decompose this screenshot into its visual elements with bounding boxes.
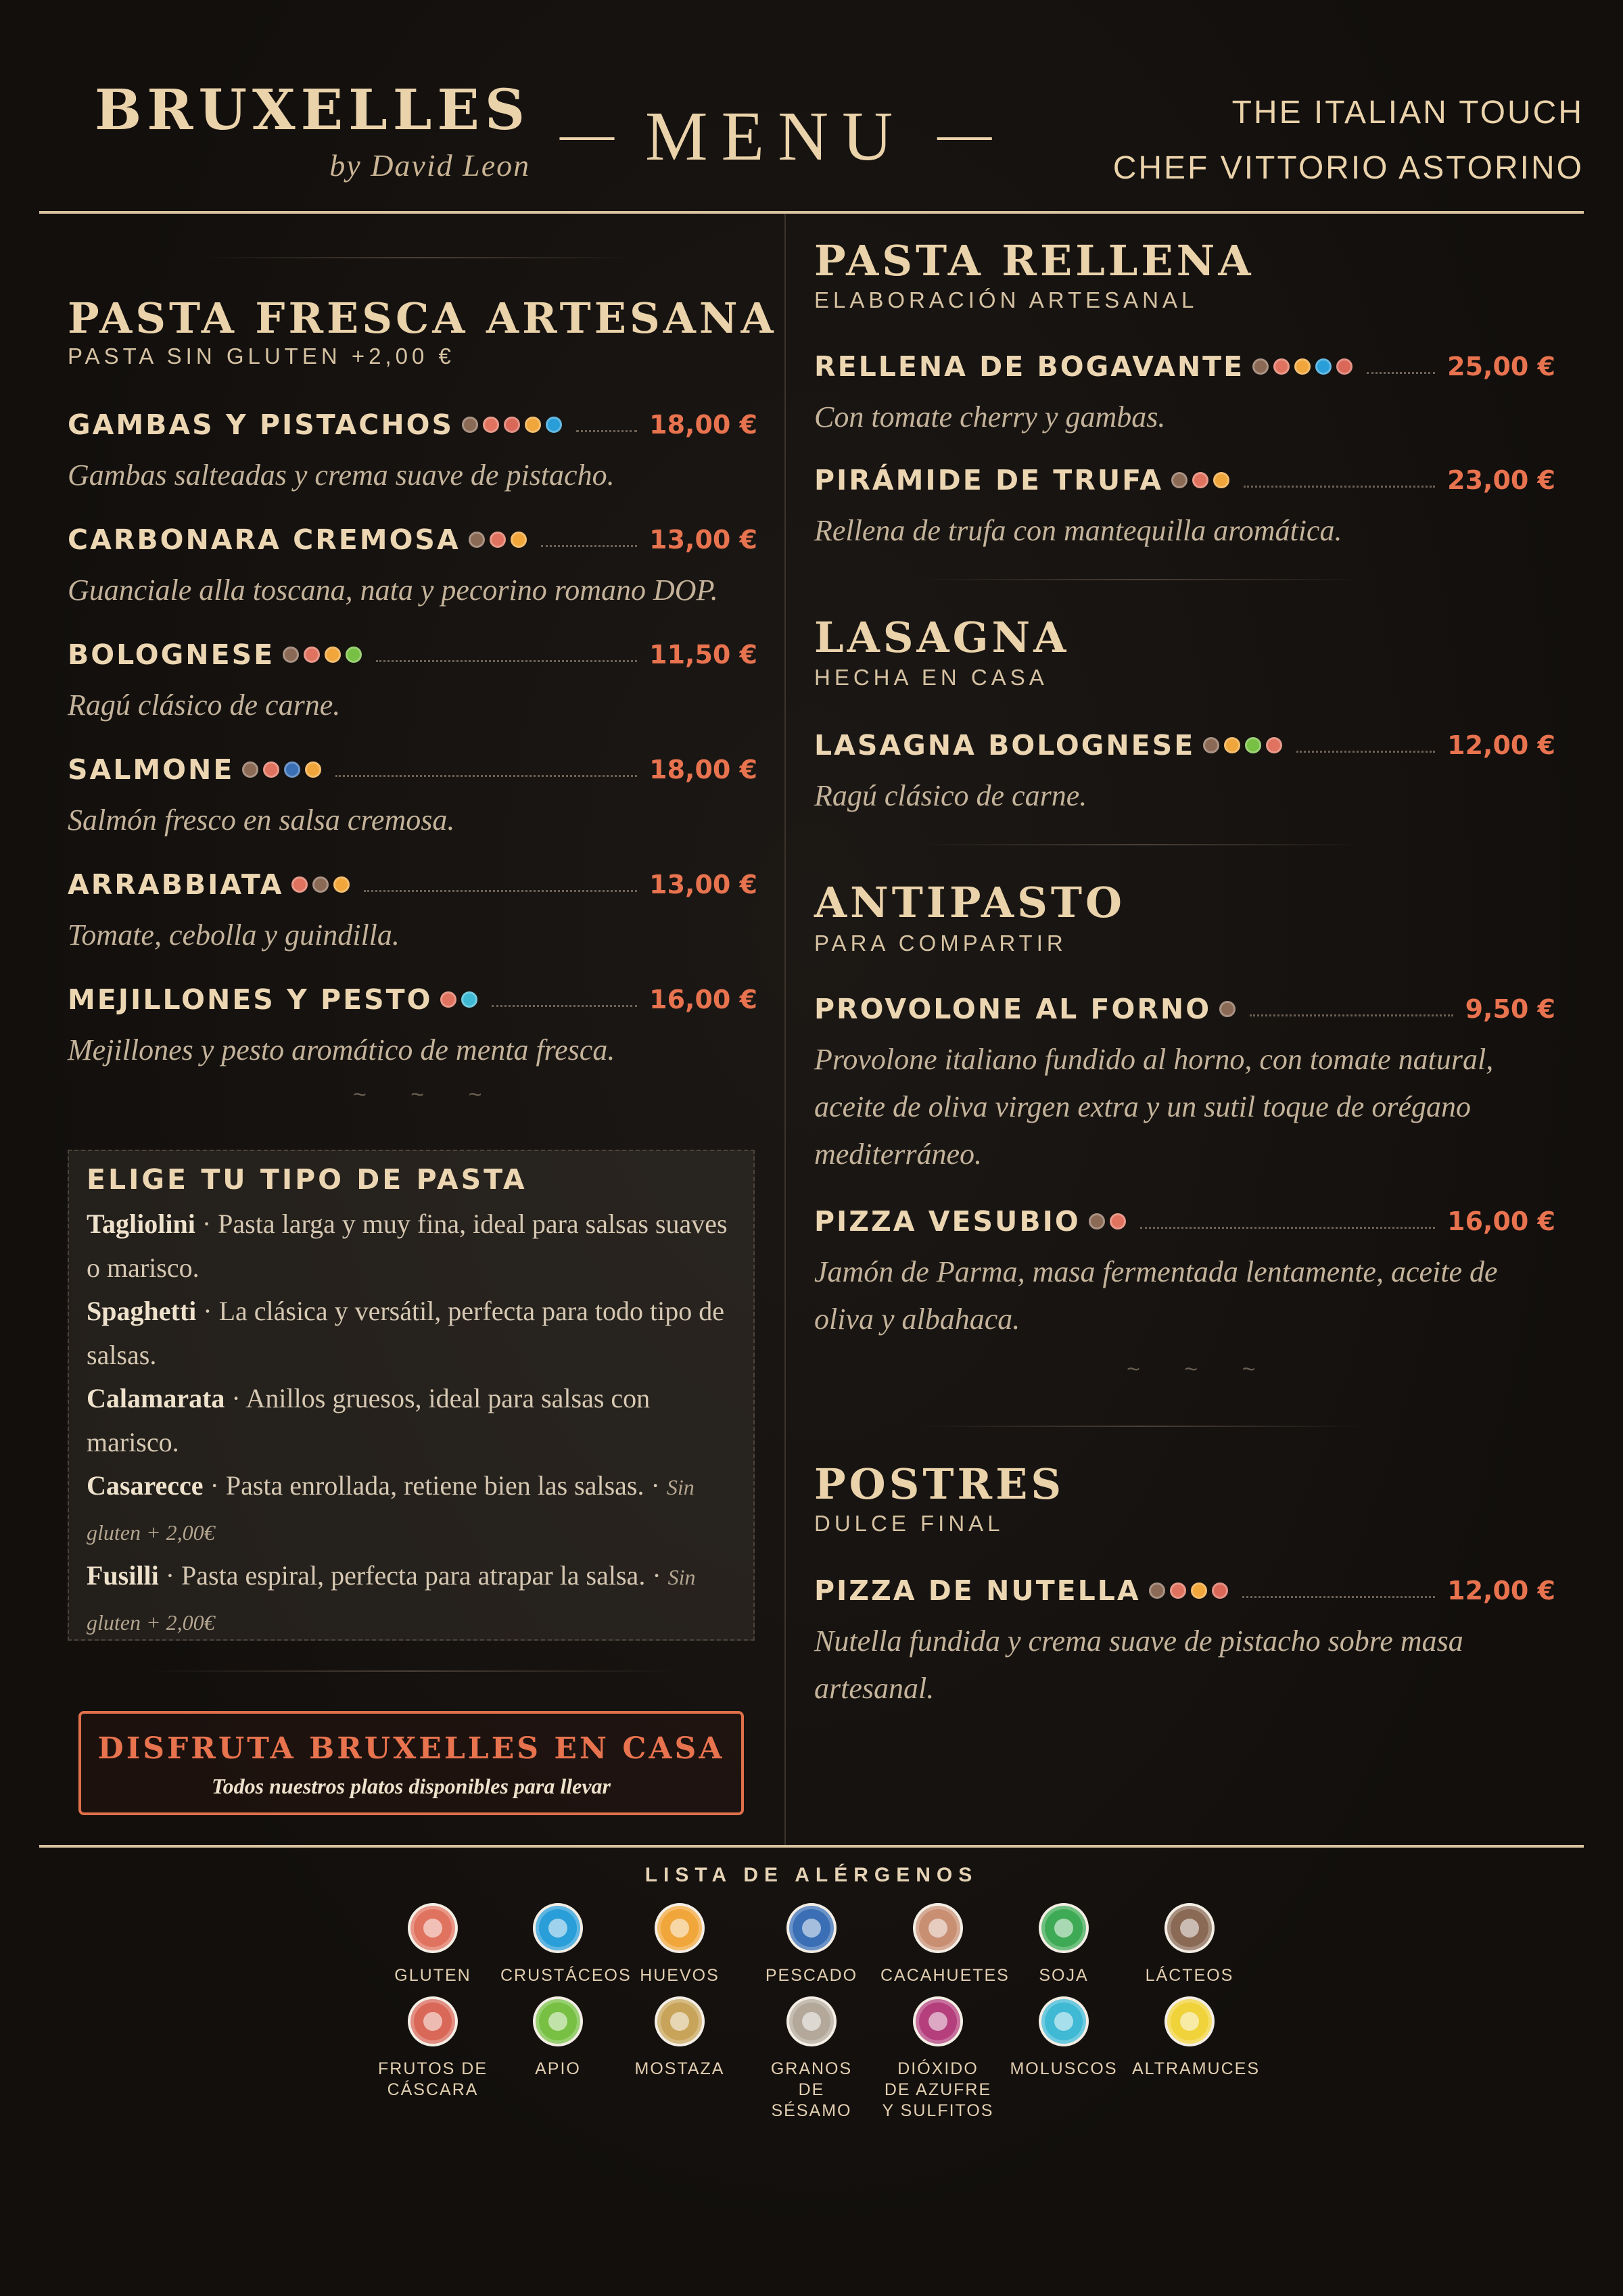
dotted-leader (376, 660, 637, 662)
pasta-type-name: Tagliolini (87, 1209, 195, 1239)
apio-icon (536, 1999, 580, 2044)
soja-icon (1041, 1906, 1086, 1950)
allergen-altramuces (1132, 1999, 1261, 2080)
tagline-line-2: CHEF VITTORIO ASTORINO (1112, 150, 1584, 186)
dotted-leader (364, 890, 637, 892)
allergen-icons (1089, 1213, 1131, 1229)
menu-item (814, 1201, 1555, 1336)
allergen-label: LÁCTEOS (1145, 1966, 1234, 1985)
pasta-type-box (68, 1150, 755, 1641)
menu-item-name: CARBONARA CREMOSA (68, 523, 461, 556)
lacteos-allergen-icon (283, 647, 299, 663)
icon-glyph (548, 2012, 567, 2031)
menu-item-name: BOLOGNESE (68, 638, 275, 671)
allergen-mostaza (622, 1999, 737, 2080)
menu-item-description: Gambas salteadas y crema suave de pistacho. (68, 459, 615, 492)
allergen-icons (469, 532, 532, 548)
allergen-label: GLUTEN (394, 1966, 471, 1985)
gluten-allergen-icon (1170, 1583, 1186, 1599)
huevos-allergen-icon (511, 532, 527, 548)
crustaceos-allergen-icon (546, 417, 562, 433)
dotted-leader (541, 545, 637, 547)
sulfitos-icon (916, 1999, 960, 2044)
pasta-type-name: Spaghetti (87, 1296, 197, 1326)
allergen-label: MOLUSCOS (1010, 2059, 1118, 2078)
menu-title-text: MENU (645, 97, 907, 175)
menu-item (68, 864, 757, 952)
allergen-label: FRUTOS DE CÁSCARA (378, 2059, 488, 2099)
cacahuetes-icon (916, 1906, 960, 1950)
lacteos-allergen-icon (242, 762, 258, 778)
menu-item-line (68, 979, 757, 1020)
icon-glyph (1054, 1919, 1073, 1938)
pasta-type-note: Sin gluten + 2,00€ (87, 1565, 696, 1635)
takeaway-banner[interactable] (78, 1711, 744, 1815)
icon-glyph (548, 1919, 567, 1938)
icon-glyph (1180, 1919, 1199, 1938)
chef-tagline (1113, 85, 1584, 196)
pasta-type-entry (87, 1554, 736, 1644)
menu-item-price: 9,50 € (1465, 994, 1555, 1024)
menu-item-line (814, 989, 1555, 1029)
pasta-type-name: Casarecce (87, 1470, 204, 1501)
menu-item-name: LASAGNA BOLOGNESE (814, 729, 1196, 762)
pasta-type-description: · Pasta larga y muy fina, ideal para salsas suaves o marisco. (87, 1209, 728, 1283)
allergen-list-title: LISTA DE ALÉRGENOS (644, 1864, 979, 1886)
menu-header (39, 74, 1584, 203)
dotted-leader (492, 1005, 637, 1007)
altramuces-icon (1167, 1999, 1212, 2044)
dotted-leader (335, 775, 637, 777)
menu-item-price: 16,00 € (649, 985, 757, 1014)
menu-item-name: PIZZA DE NUTELLA (814, 1574, 1141, 1607)
brand-name: BRUXELLES (95, 78, 531, 143)
decorative-tilde: ~ ~ ~ (353, 1082, 501, 1108)
menu-item-price: 12,00 € (1447, 730, 1555, 760)
menu-item (814, 725, 1555, 813)
icon-glyph (423, 2012, 442, 2031)
pasta-type-description: · Pasta enrollada, retiene bien las salsas. · (203, 1470, 667, 1501)
menu-item-description: Nutella fundida y crema suave de pistacho sobre masa artesanal. (814, 1624, 1463, 1705)
menu-item-description: Ragú clásico de carne. (68, 688, 341, 722)
moluscos-icon (1041, 1999, 1086, 2044)
menu-item-price: 16,00 € (1447, 1206, 1555, 1236)
menu-item (68, 634, 757, 722)
apio-allergen-icon (1245, 737, 1261, 753)
icon-glyph (802, 1919, 821, 1938)
brand-byline: by David Leon (329, 148, 531, 183)
frutos-allergen-icon (1212, 1583, 1228, 1599)
menu-item-line (814, 1570, 1555, 1611)
brand-block (95, 78, 531, 183)
title-dash-left: — (560, 104, 614, 164)
allergen-icons (291, 876, 354, 893)
frutos-icon (410, 1999, 455, 2044)
tagline-line-1: THE ITALIAN TOUCH (1231, 95, 1584, 131)
menu-item (68, 979, 757, 1067)
allergen-icons (1252, 358, 1357, 375)
dotted-leader (1296, 751, 1435, 753)
pasta-type-name: Calamarata (87, 1383, 225, 1413)
allergen-label: CACAHUETES (880, 1966, 1010, 1985)
icon-glyph (423, 1919, 442, 1938)
huevos-icon (657, 1906, 702, 1950)
dotted-leader (576, 430, 637, 432)
section-subtitle-antipasto: PARA COMPARTIR (814, 931, 1067, 956)
huevos-allergen-icon (1224, 737, 1240, 753)
gluten-allergen-icon (440, 991, 456, 1008)
menu-item-description: Tomate, cebolla y guindilla. (68, 918, 400, 952)
icon-glyph (1054, 2012, 1073, 2031)
allergen-pescado (754, 1906, 869, 1986)
icon-glyph (1180, 2012, 1199, 2031)
moluscos-allergen-icon (461, 991, 477, 1008)
allergen-gluten (375, 1906, 490, 1986)
gluten-allergen-icon (1273, 358, 1290, 375)
allergen-label: HUEVOS (640, 1966, 720, 1985)
footer-divider (39, 1845, 1584, 1848)
huevos-allergen-icon (1294, 358, 1311, 375)
frutos-allergen-icon (1336, 358, 1352, 375)
sesamo-icon (789, 1999, 834, 2044)
pasta-type-description: · La clásica y versátil, perfecta para todo tipo de salsas. (87, 1296, 724, 1370)
icon-glyph (928, 1919, 947, 1938)
frutos-allergen-icon (504, 417, 520, 433)
menu-item-name: MEJILLONES Y PESTO (68, 983, 433, 1016)
lacteos-allergen-icon (1089, 1213, 1105, 1229)
allergen-label: APIO (535, 2059, 581, 2078)
dotted-leader (1250, 1014, 1453, 1016)
section-title-antipasto: ANTIPASTO (814, 878, 1126, 927)
menu-item-description: Con tomate cherry y gambas. (814, 400, 1166, 434)
menu-item-price: 18,00 € (649, 410, 757, 440)
menu-item-description: Mejillones y pesto aromático de menta fresca. (68, 1033, 615, 1067)
decorative-tilde: ~ ~ ~ (1127, 1357, 1275, 1382)
allergen-icons (1203, 737, 1287, 753)
allergen-icons (242, 762, 326, 778)
menu-item-name: PIRÁMIDE DE TRUFA (814, 464, 1164, 496)
section-divider (203, 257, 636, 258)
pasta-type-description: · Anillos gruesos, ideal para salsas con marisco. (87, 1383, 651, 1457)
pescado-allergen-icon (284, 762, 300, 778)
menu-item-price: 13,00 € (649, 870, 757, 899)
lacteos-allergen-icon (1252, 358, 1269, 375)
takeaway-subtitle: Todos nuestros platos disponibles para llevar (211, 1774, 611, 1798)
lacteos-allergen-icon (469, 532, 485, 548)
menu-item-line (814, 1201, 1555, 1242)
huevos-allergen-icon (325, 647, 341, 663)
pasta-type-title: ELIGE TU TIPO DE PASTA (87, 1163, 527, 1196)
gluten-allergen-icon (483, 417, 499, 433)
gluten-allergen-icon (1192, 472, 1208, 488)
lacteos-allergen-icon (1171, 472, 1187, 488)
pasta-type-list (87, 1202, 736, 1644)
menu-item-name: PIZZA VESUBIO (814, 1205, 1081, 1238)
menu-item (68, 519, 757, 607)
allergen-icons (440, 991, 482, 1008)
section-subtitle-pasta-rellena: ELABORACIÓN ARTESANAL (814, 287, 1198, 312)
mostaza-icon (657, 1999, 702, 2044)
allergen-label: PESCADO (765, 1966, 858, 1985)
allergen-icons (1219, 1001, 1240, 1017)
menu-item-line (68, 519, 757, 560)
icon-glyph (928, 2012, 947, 2031)
icon-glyph (670, 1919, 689, 1938)
menu-item-price: 12,00 € (1447, 1576, 1555, 1606)
gluten-allergen-icon (490, 532, 506, 548)
allergen-icons (283, 647, 367, 663)
huevos-allergen-icon (1191, 1583, 1207, 1599)
menu-item (814, 460, 1555, 548)
pasta-type-entry (87, 1202, 736, 1290)
section-subtitle-pasta-fresca: PASTA SIN GLUTEN +2,00 € (68, 344, 455, 369)
gluten-allergen-icon (1266, 737, 1282, 753)
lacteos-allergen-icon (312, 876, 329, 893)
gluten-allergen-icon (1110, 1213, 1126, 1229)
gluten-icon (410, 1906, 455, 1950)
menu-item-line (68, 404, 757, 445)
menu-item-line (814, 460, 1555, 500)
icon-glyph (802, 2012, 821, 2031)
gluten-allergen-icon (291, 876, 308, 893)
allergen-label: GRANOS DE SÉSAMO (770, 2059, 853, 2120)
section-title-pasta-fresca: PASTA FRESCA ARTESANA (68, 294, 777, 343)
section-divider (920, 1426, 1366, 1427)
dotted-leader (1140, 1227, 1435, 1229)
menu-item-name: RELLENA DE BOGAVANTE (814, 350, 1245, 383)
crustaceos-icon (536, 1906, 580, 1950)
apio-allergen-icon (346, 647, 362, 663)
column-divider (784, 214, 786, 1845)
menu-item-description: Guanciale alla toscana, nata y pecorino romano DOP. (68, 573, 718, 607)
allergen-label: SOJA (1039, 1966, 1089, 1985)
lacteos-allergen-icon (1219, 1001, 1236, 1017)
pasta-type-entry (87, 1290, 736, 1377)
allergen-apio (500, 1999, 615, 2080)
menu-item-line (814, 725, 1555, 766)
menu-item-description: Provolone italiano fundido al horno, con tomate natural, aceite de oliva virgen extra y un sutil toque de orégano mediterráneo. (814, 1043, 1494, 1171)
dotted-leader (1244, 486, 1435, 488)
allergen-label: MOSTAZA (634, 2059, 725, 2078)
pescado-icon (789, 1906, 834, 1950)
huevos-allergen-icon (525, 417, 541, 433)
lacteos-allergen-icon (462, 417, 478, 433)
gluten-allergen-icon (263, 762, 279, 778)
menu-title (560, 97, 992, 175)
allergen-frutos (375, 1999, 490, 2101)
menu-item-line (68, 864, 757, 905)
header-divider (39, 211, 1584, 214)
menu-item-description: Salmón fresco en salsa cremosa. (68, 803, 455, 837)
section-divider (920, 844, 1366, 845)
lacteos-allergen-icon (1203, 737, 1219, 753)
huevos-allergen-icon (305, 762, 321, 778)
menu-item-description: Rellena de trufa con mantequilla aromática. (814, 514, 1342, 547)
crustaceos-allergen-icon (1315, 358, 1332, 375)
menu-item (68, 749, 757, 837)
pasta-type-note: Sin gluten + 2,00€ (87, 1475, 695, 1545)
menu-item-name: SALMONE (68, 753, 235, 786)
pasta-type-entry (87, 1377, 736, 1464)
huevos-allergen-icon (333, 876, 350, 893)
menu-item-price: 13,00 € (649, 525, 757, 555)
lacteos-allergen-icon (1149, 1583, 1165, 1599)
menu-item (68, 404, 757, 492)
gluten-allergen-icon (304, 647, 320, 663)
menu-item (814, 1570, 1555, 1705)
dotted-leader (1367, 372, 1435, 374)
allergen-icons (1149, 1583, 1233, 1599)
menu-item (814, 989, 1555, 1171)
pasta-type-description: · Pasta espiral, perfecta para atrapar la salsa. · (158, 1560, 668, 1591)
allergen-label: ALTRAMUCES (1132, 2059, 1261, 2078)
section-title-lasagna: LASAGNA (814, 613, 1070, 662)
menu-item-price: 25,00 € (1447, 352, 1555, 381)
allergen-huevos (622, 1906, 737, 1986)
allergen-crustaceos (500, 1906, 632, 1986)
menu-item-name: PROVOLONE AL FORNO (814, 993, 1212, 1025)
section-title-postres: POSTRES (814, 1459, 1065, 1509)
dotted-leader (1242, 1596, 1435, 1598)
menu-item-price: 23,00 € (1447, 465, 1555, 495)
menu-item-line (814, 346, 1555, 387)
section-subtitle-lasagna: HECHA EN CASA (814, 665, 1048, 690)
icon-glyph (670, 2012, 689, 2031)
menu-item-line (68, 749, 757, 790)
menu-item-description: Ragú clásico de carne. (814, 779, 1087, 812)
section-divider (920, 579, 1366, 580)
pasta-type-name: Fusilli (87, 1560, 159, 1591)
allergen-label: DIÓXIDO DE AZUFRE Y SULFITOS (882, 2059, 994, 2120)
title-dash-right: — (937, 104, 992, 164)
section-title-pasta-rellena: PASTA RELLENA (814, 236, 1254, 285)
takeaway-title: DISFRUTA BRUXELLES EN CASA (97, 1731, 725, 1766)
menu-item-description: Jamón de Parma, masa fermentada lentamente, aceite de oliva y albahaca. (814, 1255, 1498, 1336)
allergen-cacahuetes (880, 1906, 1010, 1986)
menu-item (814, 346, 1555, 434)
section-divider (149, 1670, 676, 1672)
menu-item-line (68, 634, 757, 675)
menu-item-price: 11,50 € (649, 640, 757, 670)
allergen-sesamo (754, 1999, 869, 2122)
menu-item-name: GAMBAS Y PISTACHOS (68, 408, 454, 441)
allergen-icons (1171, 472, 1234, 488)
pasta-type-entry (87, 1464, 736, 1554)
huevos-allergen-icon (1213, 472, 1229, 488)
lacteos-icon (1167, 1906, 1212, 1950)
allergen-icons (462, 417, 567, 433)
allergen-soja (1006, 1906, 1121, 1986)
section-subtitle-postres: DULCE FINAL (814, 1511, 1004, 1536)
allergen-sulfitos (880, 1999, 995, 2122)
menu-item-name: ARRABBIATA (68, 868, 284, 901)
menu-item-price: 18,00 € (649, 755, 757, 784)
allergen-label: CRUSTÁCEOS (500, 1966, 632, 1985)
allergen-lacteos (1132, 1906, 1247, 1986)
allergen-moluscos (1006, 1999, 1121, 2080)
